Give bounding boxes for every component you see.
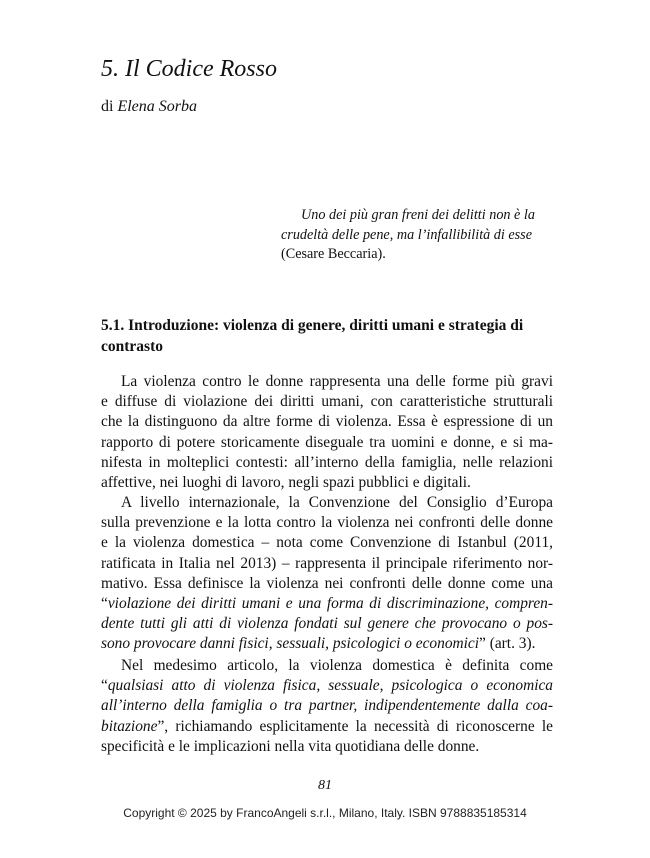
paragraph-1 [101, 372, 553, 493]
epigraph [281, 206, 553, 265]
text-line: Nel medesimo articolo, la violenza domestica è definita come [121, 657, 553, 674]
text-line [101, 717, 553, 737]
text-line [101, 594, 553, 614]
byline [101, 96, 197, 118]
quoted-text: qualsiasi atto di violenza fisica, sessuale, psicologica o economica [107, 677, 553, 695]
text-line: A livello internazionale, la Convenzione del Consiglio d’Europa [121, 494, 553, 511]
text-line: e la violenza domestica – nota come Convenzione di Istanbul (2011, [101, 534, 553, 552]
quoted-text: violazione dei diritti umani e una forma di discriminazione, compren- [107, 595, 553, 613]
text-line: sulla prevenzione e la lotta contro la violenza nei confronti delle donne [101, 514, 553, 532]
chapter-title: 5. Il Codice Rosso [101, 56, 277, 82]
close-quote-citation: ” (art. 3). [479, 635, 536, 653]
text-line: e diffuse di violazione dei diritti umani, con caratteristiche strutturali [101, 393, 553, 411]
text-line: mativo. Essa definisce la violenza nei confronti delle donne come una [101, 574, 553, 592]
open-quote: “ [101, 677, 108, 695]
paragraph-3 [101, 656, 553, 757]
quoted-text: all’interno della famiglia o tra partner, indipendentemente dalla coa- [101, 697, 553, 715]
section-heading [101, 315, 553, 357]
copyright-notice: Copyright © 2025 by FrancoAngeli s.r.l., Milano, Italy. ISBN 9788835185314 [123, 806, 527, 820]
text-line: che la distinguono da altre forme di violenza. Essa è espressione di un [101, 413, 553, 431]
text-fragment: ”, richiamando esplicitamente la necessità di riconoscerne le [157, 717, 553, 735]
epigraph-line: crudeltà delle pene, ma l’infallibilità di esse [281, 226, 532, 243]
section-heading-line: 5.1. Introduzione: violenza di genere, diritti umani e strategia di [101, 317, 524, 334]
page-number: 81 [318, 778, 332, 793]
text-line [101, 676, 553, 696]
epigraph-line: Uno dei più gran freni dei delitti non è la [301, 207, 535, 223]
quoted-text: bitazione [101, 717, 158, 735]
author-name: Elena Sorba [117, 98, 197, 115]
text-line: nifesta in molteplici contesti: all’interno della famiglia, nelle relazioni [101, 453, 553, 471]
text-line: rapporto di potere storicamente diseguale tra uomini e donne, e si ma- [101, 433, 553, 451]
text-line: specificità e le implicazioni nella vita quotidiana delle donne. [101, 737, 480, 755]
byline-prefix: di [101, 98, 114, 115]
open-quote: “ [101, 595, 108, 613]
section-heading-line: contrasto [101, 338, 163, 355]
text-line: affettive, nei luoghi di lavoro, negli spazi pubblici e digitali. [101, 474, 471, 492]
quoted-text: sono provocare danni fisici, sessuali, psicologici o economici [101, 635, 480, 653]
text-line: ratificata in Italia nel 2013) – rappresenta il principale riferimento nor- [101, 554, 553, 572]
quoted-text: dente tutti gli atti di violenza fondati sul genere che provocano o pos- [101, 615, 553, 633]
epigraph-attribution: (Cesare Beccaria). [281, 246, 386, 262]
text-line: La violenza contro le donne rappresenta una delle forme più gravi [121, 373, 553, 390]
text-line [101, 634, 553, 654]
paragraph-2 [101, 493, 553, 655]
